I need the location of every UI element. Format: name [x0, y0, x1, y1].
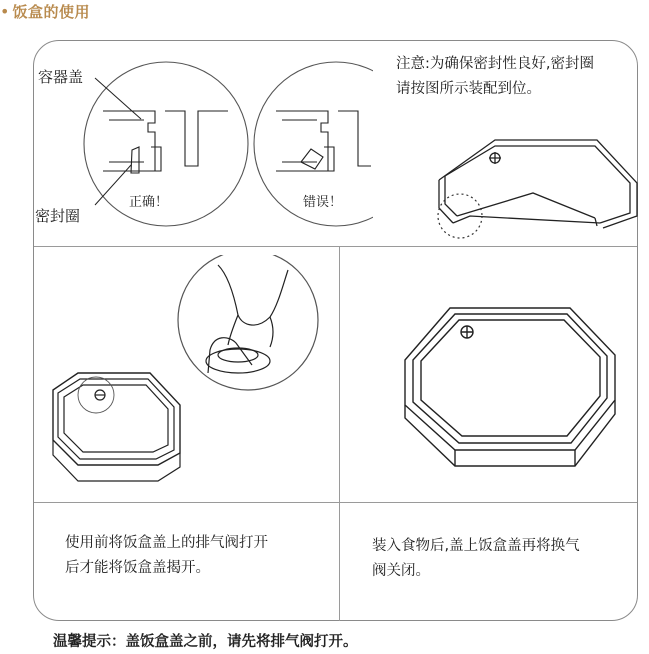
open-lid-line-2: 后才能将饭盒盖揭开。	[65, 560, 210, 576]
lid-label: 容器盖	[38, 68, 84, 86]
seal-note-line-1: 注意:为确保密封性良好,密封圈	[396, 56, 594, 72]
seal-note-line-2: 请按图所示装配到位。	[396, 81, 541, 97]
seal-note	[396, 52, 636, 102]
divider-horizontal-bottom	[34, 502, 637, 503]
open-lid-line-1: 使用前将饭盒盖上的排气阀打开	[65, 535, 268, 551]
divider-vertical	[339, 246, 340, 621]
warm-tip: 温馨提示：盖饭盒盖之前，请先将排气阀打开。	[53, 634, 358, 650]
wrong-label: 错误！	[303, 195, 343, 210]
section-header	[0, 0, 90, 22]
close-lid-line-1: 装入食物后,盖上饭盒盖再将换气	[372, 538, 580, 554]
seal-detail-illustration	[33, 41, 373, 251]
seal-label: 密封圈	[35, 207, 81, 225]
bullet-dot: •	[0, 1, 10, 21]
section-title: 饭盒的使用	[12, 2, 90, 21]
close-lid-line-2: 阀关闭。	[372, 563, 430, 579]
open-lid-illustration	[38, 255, 338, 495]
correct-label: 正确！	[129, 195, 169, 210]
cutaway-container-illustration	[425, 128, 640, 248]
open-lid-instruction	[65, 531, 330, 581]
closed-container-illustration	[395, 300, 635, 475]
close-lid-instruction	[372, 534, 632, 584]
